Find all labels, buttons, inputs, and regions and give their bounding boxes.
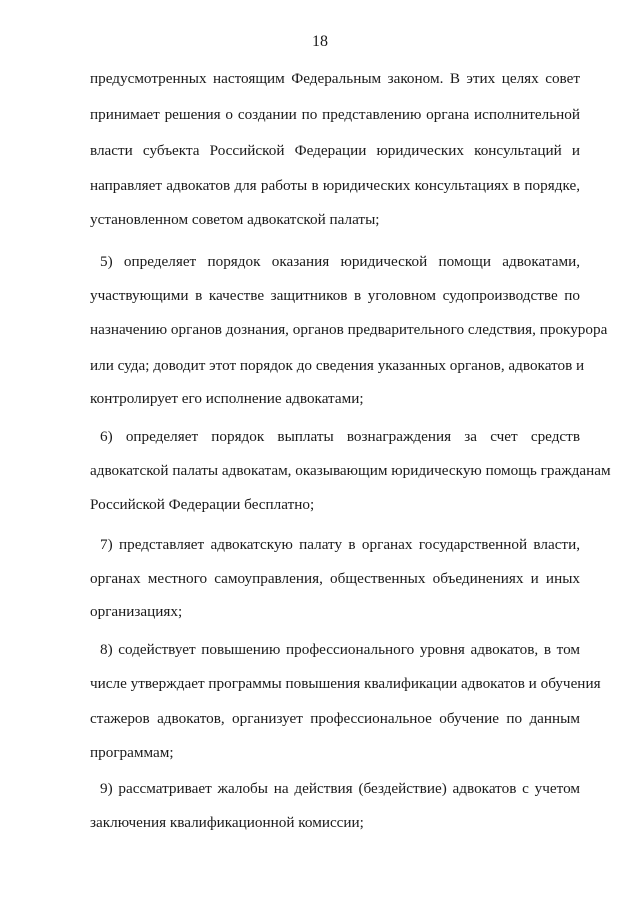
text-line: органах местного самоуправления, общественных объединениях и иных — [90, 570, 580, 587]
text-line: предусмотренных настоящим Федеральным законом. В этих целях совет — [90, 70, 580, 87]
text-line: контролирует его исполнение адвокатами; — [90, 390, 364, 407]
text-line: 5) определяет порядок оказания юридической помощи адвокатами, — [100, 253, 580, 270]
text-line: Российской Федерации бесплатно; — [90, 496, 315, 513]
text-line: 6) определяет порядок выплаты вознаграждения за счет средств — [100, 428, 580, 445]
text-line: участвующими в качестве защитников в уголовном судопроизводстве по — [90, 287, 580, 304]
text-line: власти субъекта Российской Федерации юридических консультаций и — [90, 142, 580, 159]
text-line: заключения квалификационной комиссии; — [90, 814, 364, 831]
text-line: 9) рассматривает жалобы на действия (бездействие) адвокатов с учетом — [100, 780, 580, 797]
text-line: программам; — [90, 744, 174, 761]
text-line: направляет адвокатов для работы в юридических консультациях в порядке, — [90, 177, 580, 194]
text-line: назначению органов дознания, органов предварительного следствия, прокурора — [90, 321, 608, 338]
text-line: установленном советом адвокатской палаты; — [90, 211, 380, 228]
text-line: 7) представляет адвокатскую палату в органах государственной власти, — [100, 536, 580, 553]
text-line: числе утверждает программы повышения квалификации адвокатов и обучения — [90, 675, 601, 692]
page-number: 18 — [312, 33, 328, 50]
text-line: 8) содействует повышению профессионального уровня адвокатов, в том — [100, 641, 580, 658]
text-line: организациях; — [90, 603, 183, 620]
text-line: принимает решения о создании по представлению органа исполнительной — [90, 106, 580, 123]
text-line: или суда; доводит этот порядок до сведения указанных органов, адвокатов и — [90, 357, 585, 374]
text-line: стажеров адвокатов, организует профессиональное обучение по данным — [90, 710, 580, 727]
text-line: адвокатской палаты адвокатам, оказывающим юридическую помощь гражданам — [90, 462, 611, 479]
